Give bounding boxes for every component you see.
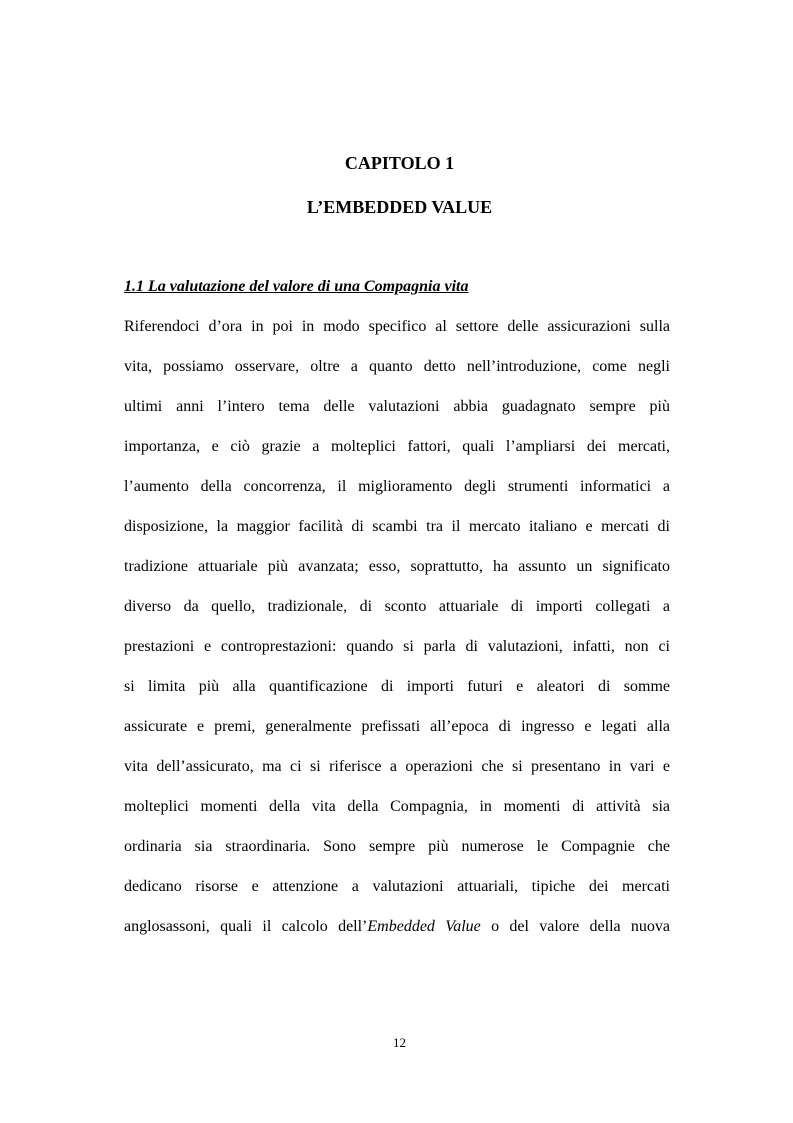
embedded-value-term: Embedded Value — [367, 918, 481, 935]
paragraph-line: si limita più alla quantificazione di importi futuri e aleatori di somme — [124, 678, 670, 695]
paragraph-last-line — [124, 915, 670, 955]
paragraph-line: ultimi anni l’intero tema delle valutazioni abbia guadagnato sempre più — [124, 398, 670, 415]
paragraph-line: dedicano risorse e attenzione a valutazioni attuariali, tipiche dei mercati — [124, 878, 670, 895]
page-number: 12 — [393, 1035, 406, 1050]
paragraph-line: ordinaria sia straordinaria. Sono sempre più numerose le Compagnie che — [124, 838, 670, 855]
body-paragraph — [124, 315, 670, 955]
paragraph-line: Riferendoci d’ora in poi in modo specifico al settore delle assicurazioni sulla — [124, 318, 670, 335]
paragraph-line: vita, possiamo osservare, oltre a quanto detto nell’introduzione, come negli — [124, 358, 670, 375]
section-heading: 1.1 La valutazione del valore di una Compagnia vita — [124, 278, 469, 295]
paragraph-line: tradizione attuariale più avanzata; esso, soprattutto, ha assunto un significato — [124, 558, 670, 575]
last-line-before: anglosassoni, quali il calcolo dell’ — [124, 918, 368, 935]
chapter-title: L’EMBEDDED VALUE — [306, 197, 493, 217]
paragraph-line: importanza, e ciò grazie a molteplici fattori, quali l’ampliarsi dei mercati, — [124, 438, 670, 455]
paragraph-line: assicurate e premi, generalmente prefissati all’epoca di ingresso e legati alla — [124, 718, 670, 735]
last-line-after: o del valore della nuova — [480, 918, 671, 935]
paragraph-line: diverso da quello, tradizionale, di sconto attuariale di importi collegati a — [124, 598, 670, 615]
paragraph-line: l’aumento della concorrenza, il miglioramento degli strumenti informatici a — [124, 478, 670, 495]
chapter-label: CAPITOLO 1 — [344, 153, 455, 173]
paragraph-line: vita dell’assicurato, ma ci si riferisce a operazioni che si presentano in vari e — [124, 758, 670, 775]
paragraph-line: prestazioni e controprestazioni: quando si parla di valutazioni, infatti, non ci — [124, 638, 670, 655]
paragraph-line: disposizione, la maggior facilità di scambi tra il mercato italiano e mercati di — [124, 518, 670, 535]
paragraph-line: molteplici momenti della vita della Compagnia, in momenti di attività sia — [124, 798, 670, 815]
